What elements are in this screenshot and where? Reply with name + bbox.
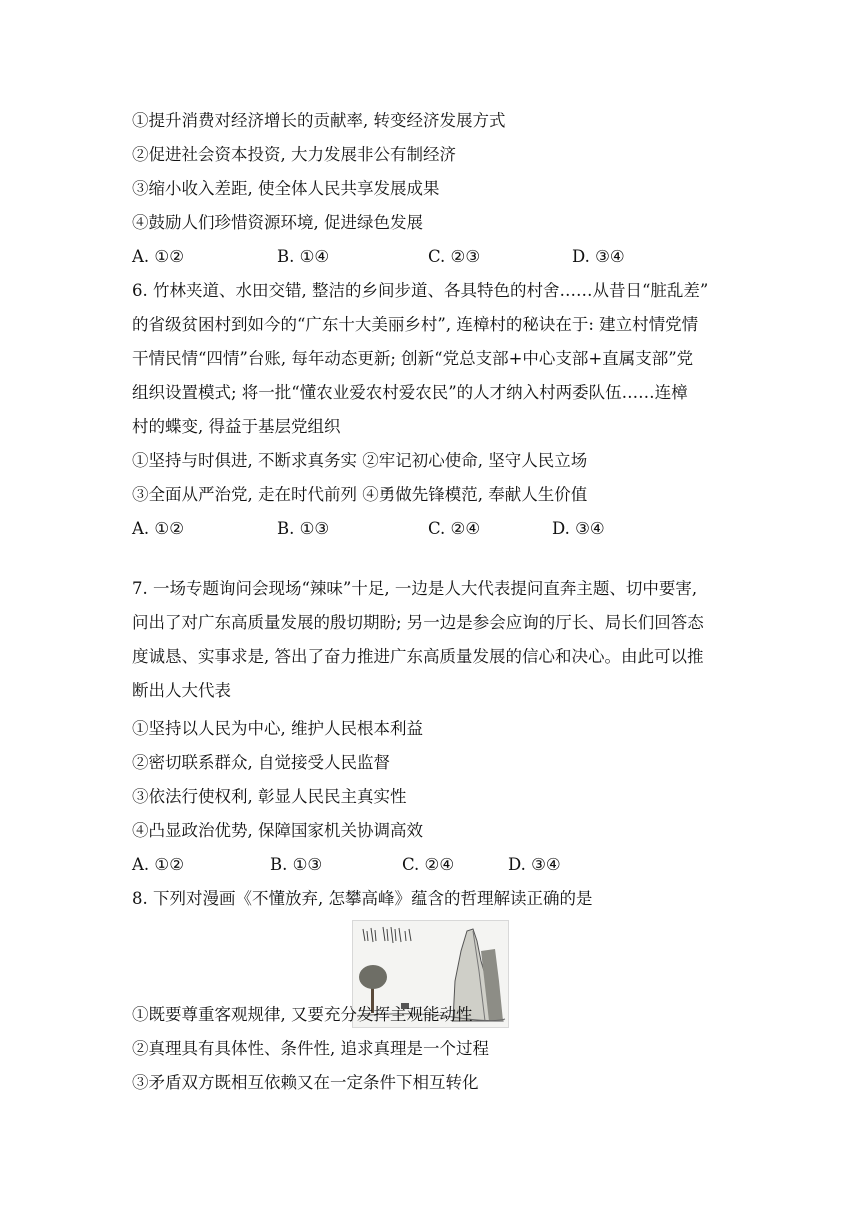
q8-stem: 8. 下列对漫画《不懂放弃, 怎攀高峰》蕴含的哲理解读正确的是 — [132, 889, 593, 908]
q7-stem-line-4: 断出人大代表 — [132, 681, 231, 700]
q5-option-b: B. ①④ — [277, 247, 330, 266]
q7-option-b: B. ①③ — [270, 855, 323, 874]
q6-stem-line-4: 组织设置模式; 将一批“懂农业爱农村爱农民”的人才纳入村两委队伍……连樟 — [132, 383, 688, 402]
q8-statement-3: ③矛盾双方既相互依赖又在一定条件下相互转化 — [132, 1073, 479, 1092]
q6-stem-line-3: 干情民情“四情”台账, 每年动态更新; 创新“党总支部+中心支部+直属支部”党 — [132, 349, 694, 368]
q6-option-c: C. ②④ — [428, 519, 481, 538]
handwriting-marks — [363, 927, 411, 943]
q5-statement-1: ①提升消费对经济增长的贡献率, 转变经济发展方式 — [132, 111, 506, 130]
q5-option-d: D. ③④ — [572, 247, 625, 266]
tree-crown — [359, 965, 387, 989]
q7-statement-4: ④凸显政治优势, 保障国家机关协调高效 — [132, 821, 423, 840]
q5-option-a: A. ①② — [132, 247, 184, 266]
q6-statements-2: ③全面从严治党, 走在时代前列 ④勇做先锋模范, 奉献人生价值 — [132, 485, 588, 504]
q5-statement-2: ②促进社会资本投资, 大力发展非公有制经济 — [132, 145, 456, 164]
q7-option-a: A. ①② — [132, 855, 184, 874]
q8-statement-1: ①既要尊重客观规律, 又要充分发挥主观能动性 — [132, 1005, 473, 1024]
q7-statement-3: ③依法行使权利, 彰显人民民主真实性 — [132, 787, 407, 806]
q6-stem-line-1: 6. 竹林夹道、水田交错, 整洁的乡间步道、各具特色的村舍……从昔日“脏乱差” — [132, 281, 709, 300]
q5-option-c: C. ②③ — [428, 247, 481, 266]
q6-statements-1: ①坚持与时俱进, 不断求真务实 ②牢记初心使命, 坚守人民立场 — [132, 451, 588, 470]
q6-option-d: D. ③④ — [552, 519, 605, 538]
q7-stem-line-3: 度诚恳、实事求是, 答出了奋力推进广东高质量发展的信心和决心。由此可以推 — [132, 647, 704, 666]
q6-option-a: A. ①② — [132, 519, 184, 538]
q5-statement-4: ④鼓励人们珍惜资源环境, 促进绿色发展 — [132, 213, 423, 232]
q6-stem-line-5: 村的蝶变, 得益于基层党组织 — [132, 417, 341, 436]
q5-statement-3: ③缩小收入差距, 使全体人民共享发展成果 — [132, 179, 440, 198]
q6-option-b: B. ①③ — [277, 519, 330, 538]
q6-stem-line-2: 的省级贫困村到如今的“广东十大美丽乡村”, 连樟村的秘诀在于: 建立村情党情 — [132, 315, 699, 334]
q7-stem-line-2: 问出了对广东高质量发展的殷切期盼; 另一边是参会应询的厅长、局长们回答态 — [132, 613, 704, 632]
q8-statement-2: ②真理具有具体性、条件性, 追求真理是一个过程 — [132, 1039, 489, 1058]
q7-statement-1: ①坚持以人民为中心, 维护人民根本利益 — [132, 719, 423, 738]
q7-option-d: D. ③④ — [508, 855, 561, 874]
q7-option-c: C. ②④ — [402, 855, 455, 874]
q7-statement-2: ②密切联系群众, 自觉接受人民监督 — [132, 753, 390, 772]
q7-stem-line-1: 7. 一场专题询问会现场“辣味”十足, 一边是人大代表提问直奔主题、切中要害, — [132, 579, 698, 598]
